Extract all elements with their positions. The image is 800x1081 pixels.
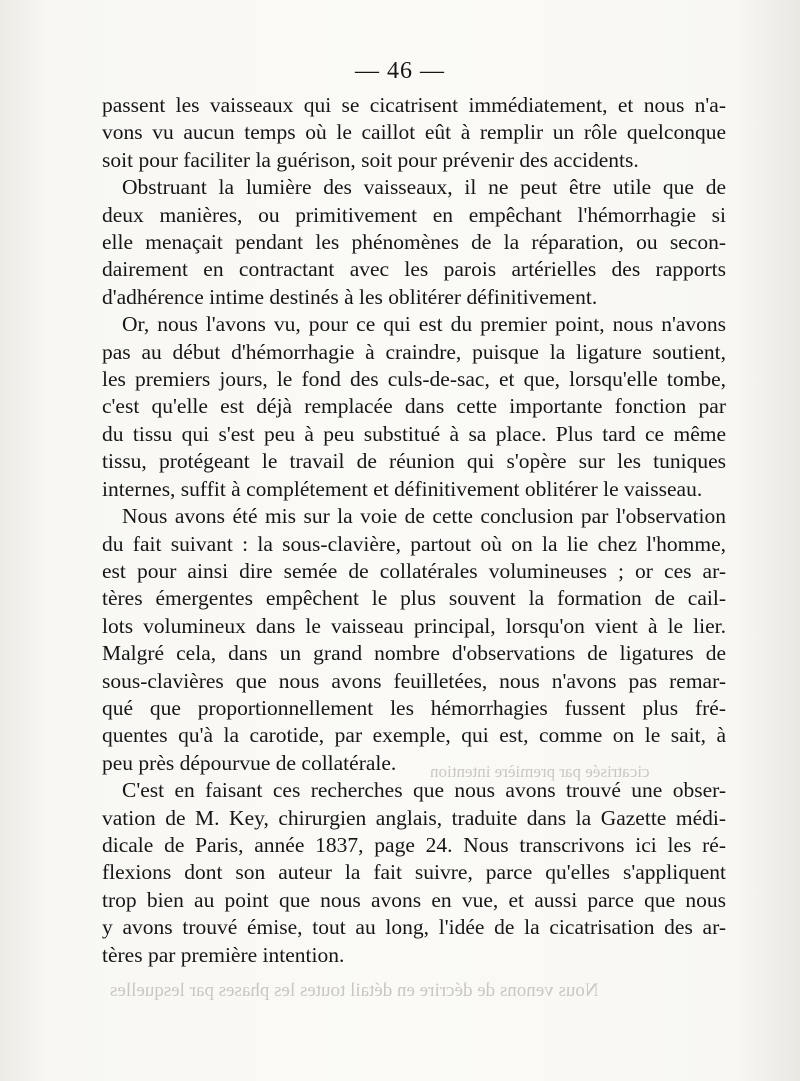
- text-line: tissu, protégeant le travail de réunion qui s'opère sur les tuniques: [102, 449, 726, 474]
- text-line: c'est qu'elle est déjà remplacée dans cette importante fonction par: [102, 394, 726, 419]
- page-number: — 46 —: [355, 58, 445, 84]
- paragraph: [102, 92, 726, 174]
- text-line: internes, suffit à complétement et définitivement oblitérer le vaisseau.: [102, 476, 703, 501]
- paragraph: [102, 777, 726, 969]
- text-line: Obstruant la lumière des vaisseaux, il ne peut être utile que de: [122, 175, 726, 200]
- paragraph: [102, 174, 726, 311]
- text-line: passent les vaisseaux qui se cicatrisent immédiatement, et nous n'a-: [102, 93, 726, 117]
- text-line: lots volumineux dans le vaisseau principal, lorsqu'on vient à le lier.: [102, 613, 726, 638]
- text-line: du fait suivant : la sous-clavière, partout où on la lie chez l'homme,: [102, 531, 726, 556]
- text-line: vation de M. Key, chirurgien anglais, traduite dans la Gazette médi-: [102, 805, 726, 830]
- text-line: sous-clavières que nous avons feuilletées, nous n'avons pas remar-: [102, 668, 726, 693]
- text-line: Or, nous l'avons vu, pour ce qui est du premier point, nous n'avons: [122, 312, 726, 337]
- body-text: [102, 92, 726, 969]
- text-line: peu près dépourvue de collatérale.: [102, 750, 397, 775]
- text-line: Nous avons été mis sur la voie de cette conclusion par l'observation: [122, 504, 726, 529]
- text-line: C'est en faisant ces recherches que nous avons trouvé une obser-: [122, 778, 726, 803]
- paragraph: [102, 503, 726, 777]
- text-line: soit pour faciliter la guérison, soit pour prévenir des accidents.: [102, 147, 639, 172]
- bleed-through-text: Nous venons de décrire en détail toutes les phases par lesquelles: [110, 980, 599, 1001]
- text-line: du tissu qui s'est peu à peu substitué à sa place. Plus tard ce même: [102, 421, 726, 446]
- paragraph: [102, 311, 726, 503]
- text-line: y avons trouvé émise, tout au long, l'idée de la cicatrisation des ar-: [102, 915, 726, 940]
- text-line: quentes qu'à la carotide, par exemple, qui est, comme on le sait, à: [102, 723, 726, 748]
- text-line: Malgré cela, dans un grand nombre d'observations de ligatures de: [102, 641, 726, 666]
- text-line: tères émergentes empêchent le plus souvent la formation de cail-: [102, 586, 726, 611]
- text-line: tères par première intention.: [102, 942, 345, 967]
- bleed-through-text: cicatrisée par première intention: [430, 762, 650, 781]
- text-line: d'adhérence intime destinés à les oblitérer définitivement.: [102, 284, 598, 309]
- text-line: elle menaçait pendant les phénomènes de la réparation, ou secon-: [102, 230, 726, 255]
- text-line: vons vu aucun temps où le caillot eût à remplir un rôle quelconque: [102, 120, 726, 145]
- text-line: qué que proportionnellement les hémorrhagies fussent plus fré-: [102, 695, 726, 720]
- text-line: dicale de Paris, année 1837, page 24. Nous transcrivons ici les ré-: [102, 832, 726, 857]
- text-line: deux manières, ou primitivement en empêchant l'hémorrhagie si: [102, 202, 726, 227]
- text-line: dairement en contractant avec les parois artérielles des rapports: [102, 257, 726, 282]
- text-line: trop bien au point que nous avons en vue, et aussi parce que nous: [102, 887, 726, 912]
- text-line: les premiers jours, le fond des culs-de-sac, et que, lorsqu'elle tombe,: [102, 367, 726, 392]
- text-line: pas au début d'hémorrhagie à craindre, puisque la ligature soutient,: [102, 339, 726, 364]
- text-line: est pour ainsi dire semée de collatérales volumineuses ; or ces ar-: [102, 558, 726, 583]
- text-line: flexions dont son auteur la fait suivre, parce qu'elles s'appliquent: [102, 860, 726, 885]
